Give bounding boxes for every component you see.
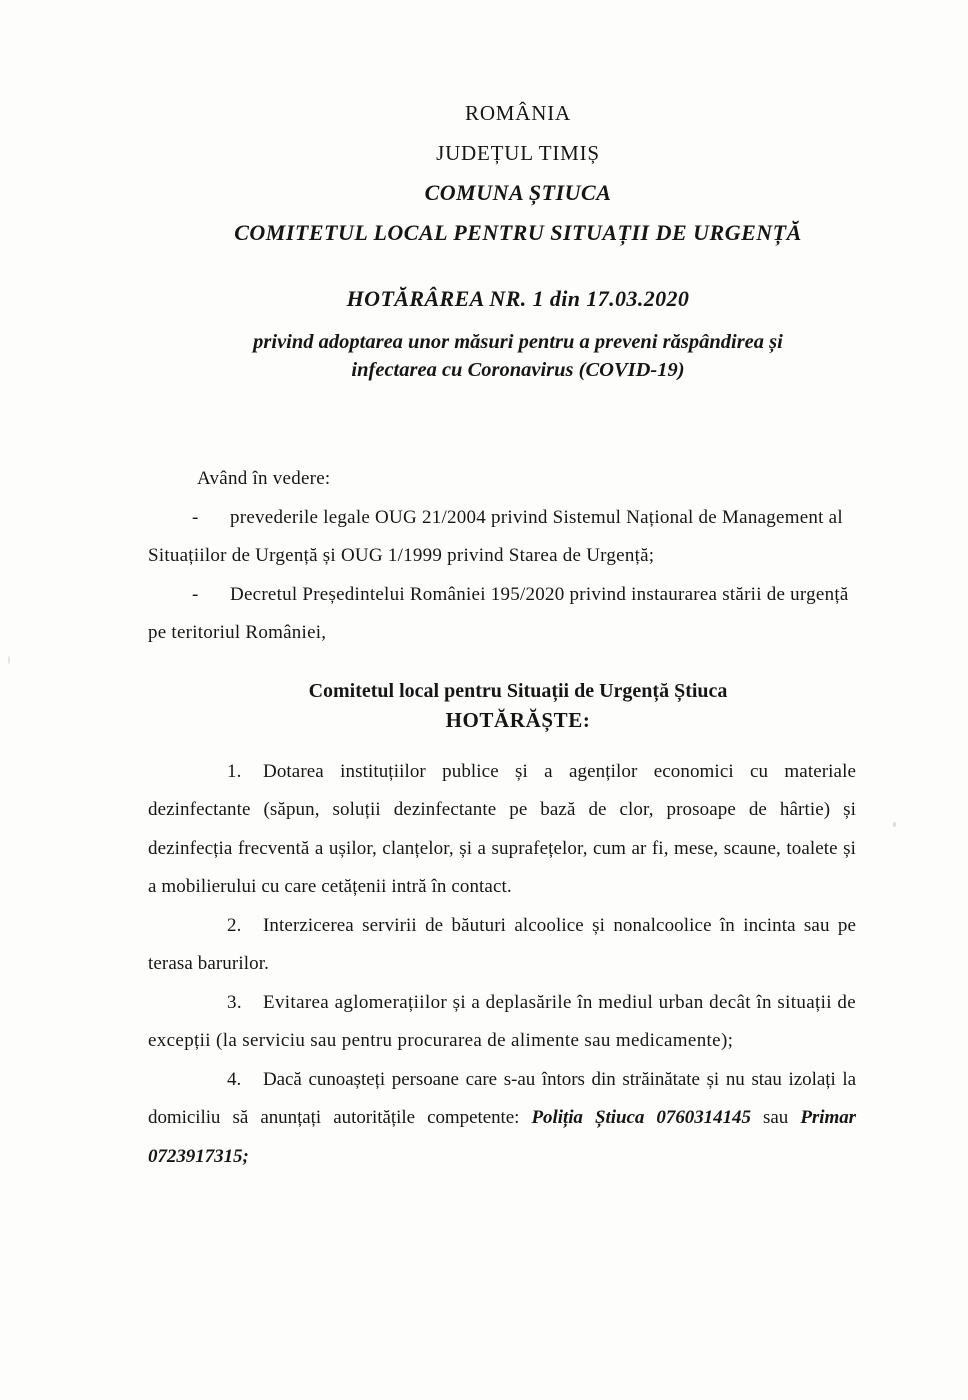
committee-name: COMITETUL LOCAL PENTRU SITUAȚII DE URGENȚĂ	[234, 220, 802, 245]
article-4	[148, 1061, 856, 1177]
preamble-item-1-text: prevederile legale OUG 21/2004 privind Sistemul Național de Management al Situațiilor de Urgență și OUG 1/1999 privind Starea de Urgență;	[148, 506, 843, 566]
enacting-committee-line: Comitetul local pentru Situații de Urgență Știuca	[308, 679, 728, 702]
article-2-number: 2.	[227, 914, 242, 936]
decision-subject	[164, 328, 872, 384]
article-3	[148, 984, 856, 1061]
bullet-dash: -	[192, 583, 199, 605]
article-3-text-tail: medicamente);	[615, 1030, 734, 1051]
article-1-text: Dotarea instituțiilor publice și a agenților economici cu materiale dezinfectante (săpun, soluții dezinfectante pe bază de clor, prosoape de hârtie) și dezinfecția frecventă a ușilor, clanțelor, și a suprafețelor, cum ar fi, mese, scaune, toalete și a mobilierului cu care cetățenii intră în contact.	[148, 760, 856, 897]
article-1	[148, 753, 856, 907]
mayor-contact: Primar 0723917315;	[148, 1107, 857, 1167]
decision-title: HOTĂRÂREA NR. 1 din 17.03.2020	[346, 286, 690, 311]
preamble-item-2-text: Decretul Președintelui României 195/2020 privind instaurarea stării de urgență pe teritoriul României,	[148, 583, 849, 643]
articles-section	[148, 753, 856, 1177]
police-contact: Poliția Știuca 0760314145	[531, 1107, 751, 1128]
country-name: ROMÂNIA	[465, 101, 571, 125]
document-content	[148, 0, 856, 1176]
enacting-decree-word: HOTĂRĂȘTE:	[445, 707, 591, 732]
preamble-section	[148, 460, 856, 653]
article-1-number: 1.	[227, 760, 242, 782]
preamble-intro: Având în vedere:	[197, 468, 331, 489]
article-4-text: Dacă cunoașteți persoane care s-au întors din străinătate și nu stau izolați la domiciliu să anunțați autoritățile competente:	[148, 1068, 856, 1128]
scan-speck	[893, 822, 896, 827]
bullet-dash: -	[192, 506, 199, 528]
subject-line-2: infectarea cu Coronavirus (COVID-19)	[351, 359, 685, 381]
preamble-item-1	[148, 499, 856, 576]
commune-name: COMUNA ȘTIUCA	[424, 180, 612, 205]
article-4-number: 4.	[227, 1068, 242, 1090]
article-4-text-middle: sau	[750, 1107, 801, 1128]
article-2-text: Interzicerea servirii de băuturi alcoolice și nonalcoolice în incinta sau pe terasa barurilor.	[148, 914, 856, 974]
subject-line-1: privind adoptarea unor măsuri pentru a preveni răspândirea și	[253, 331, 783, 353]
article-3-number: 3.	[227, 991, 242, 1013]
article-2	[148, 907, 856, 984]
scan-speck	[8, 656, 10, 664]
county-name: JUDEȚUL TIMIȘ	[436, 141, 600, 165]
article-3-text: Evitarea aglomerațiilor și a deplasările în mediul urban decât în situații de excepții (la serviciu sau pentru procurarea de alimente sau	[148, 991, 856, 1051]
document-header	[164, 0, 872, 253]
preamble-item-2	[148, 576, 856, 653]
enacting-formula	[164, 677, 872, 735]
